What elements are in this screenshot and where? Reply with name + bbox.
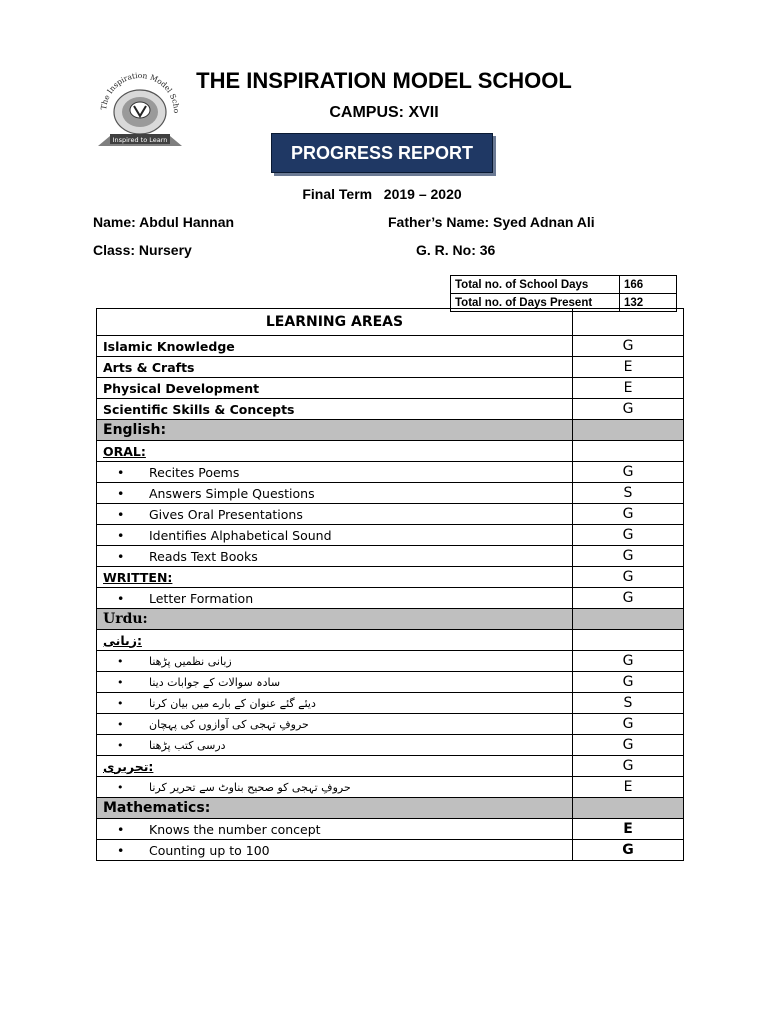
table-row bbox=[97, 588, 684, 609]
grade-cell: G bbox=[573, 399, 684, 420]
area-label: • زبانی نظمیں پڑھنا bbox=[97, 651, 573, 672]
area-label: • Answers Simple Questions bbox=[97, 483, 573, 504]
campus-label: CAMPUS: XVII bbox=[329, 104, 439, 121]
grade-cell bbox=[573, 609, 684, 630]
attendance-label: Total no. of Days Present bbox=[451, 294, 620, 312]
table-row bbox=[97, 546, 684, 567]
grade-cell: G bbox=[573, 525, 684, 546]
area-label: • Gives Oral Presentations bbox=[97, 504, 573, 525]
grade-cell: G bbox=[573, 336, 684, 357]
area-label: Scientific Skills & Concepts bbox=[97, 399, 573, 420]
grade-cell: G bbox=[573, 756, 684, 777]
logo-text-top: The Inspiration Model Scho bbox=[99, 71, 182, 114]
subsection-label: تحریری: bbox=[97, 756, 573, 777]
term-label: Final Term 2019 – 2020 bbox=[302, 186, 462, 202]
grade-cell: S bbox=[573, 693, 684, 714]
student-name: Name: Abdul Hannan bbox=[93, 214, 235, 230]
area-label: Physical Development bbox=[97, 378, 573, 399]
table-row bbox=[97, 840, 684, 861]
table-row bbox=[97, 357, 684, 378]
table-row bbox=[97, 672, 684, 693]
table-row bbox=[97, 483, 684, 504]
attendance-table bbox=[450, 275, 677, 312]
area-label: • Identifies Alphabetical Sound bbox=[97, 525, 573, 546]
grade-cell: E bbox=[573, 357, 684, 378]
report-title: PROGRESS REPORT bbox=[290, 142, 474, 163]
section-label: Urdu: bbox=[97, 609, 573, 630]
subsection-label: زبانی: bbox=[97, 630, 573, 651]
area-label: • حروفِ تہجی کی آوازوں کی پہچان bbox=[97, 714, 573, 735]
table-row bbox=[97, 693, 684, 714]
area-label: • Counting up to 100 bbox=[97, 840, 573, 861]
grade-cell: G bbox=[573, 504, 684, 525]
subsection-label: ORAL: bbox=[97, 441, 573, 462]
table-row bbox=[97, 735, 684, 756]
area-label: • Reads Text Books bbox=[97, 546, 573, 567]
subsection-label: WRITTEN: bbox=[97, 567, 573, 588]
grade-cell bbox=[573, 798, 684, 819]
attendance-value: 132 bbox=[620, 294, 677, 312]
grade-cell: G bbox=[573, 735, 684, 756]
grade-cell: E bbox=[573, 777, 684, 798]
section-label: English: bbox=[97, 420, 573, 441]
logo-tagline: Inspired to Learn bbox=[112, 136, 168, 144]
grade-cell: G bbox=[573, 567, 684, 588]
grade-header bbox=[573, 309, 684, 336]
attendance-label: Total no. of School Days bbox=[451, 276, 620, 294]
grade-cell: G bbox=[573, 672, 684, 693]
table-header-row bbox=[97, 309, 684, 336]
grade-cell: G bbox=[573, 462, 684, 483]
school-name: THE INSPIRATION MODEL SCHOOL bbox=[196, 68, 572, 93]
area-label: Islamic Knowledge bbox=[97, 336, 573, 357]
table-row bbox=[97, 819, 684, 840]
table-row bbox=[97, 777, 684, 798]
grade-cell: G bbox=[573, 546, 684, 567]
grade-cell: G bbox=[573, 840, 684, 861]
attendance-value: 166 bbox=[620, 276, 677, 294]
area-label: • Knows the number concept bbox=[97, 819, 573, 840]
subsection-row-written bbox=[97, 567, 684, 588]
subsection-row-written-urdu bbox=[97, 756, 684, 777]
table-row bbox=[97, 714, 684, 735]
father-name: Father’s Name: Syed Adnan Ali bbox=[388, 214, 595, 230]
grade-cell: G bbox=[573, 651, 684, 672]
table-row bbox=[97, 462, 684, 483]
grade-cell bbox=[573, 441, 684, 462]
table-row bbox=[97, 504, 684, 525]
grade-cell: G bbox=[573, 588, 684, 609]
area-label: • Letter Formation bbox=[97, 588, 573, 609]
area-label: Arts & Crafts bbox=[97, 357, 573, 378]
student-class: Class: Nursery bbox=[93, 242, 192, 258]
grade-cell: S bbox=[573, 483, 684, 504]
area-label: • حروفِ تہجی کو صحیح بناوٹ سے تحریر کرنا bbox=[97, 777, 573, 798]
attendance-row bbox=[451, 276, 677, 294]
gr-number: G. R. No: 36 bbox=[416, 242, 496, 258]
section-row-urdu bbox=[97, 609, 684, 630]
area-label: • سادہ سوالات کے جوابات دینا bbox=[97, 672, 573, 693]
grade-cell: G bbox=[573, 714, 684, 735]
learning-areas-header: LEARNING AREAS bbox=[97, 309, 573, 336]
grade-cell bbox=[573, 630, 684, 651]
report-title-banner bbox=[271, 133, 493, 173]
section-label: Mathematics: bbox=[97, 798, 573, 819]
learning-areas-table bbox=[96, 308, 684, 861]
grade-cell: E bbox=[573, 819, 684, 840]
table-row bbox=[97, 651, 684, 672]
table-row bbox=[97, 399, 684, 420]
section-row-mathematics bbox=[97, 798, 684, 819]
section-row-english bbox=[97, 420, 684, 441]
table-row bbox=[97, 525, 684, 546]
table-row bbox=[97, 336, 684, 357]
table-row bbox=[97, 378, 684, 399]
grade-cell bbox=[573, 420, 684, 441]
subsection-row-oral-urdu bbox=[97, 630, 684, 651]
area-label: • درسی کتب پڑھنا bbox=[97, 735, 573, 756]
area-label: • دیئے گئے عنوان کے بارے میں بیان کرنا bbox=[97, 693, 573, 714]
grade-cell: E bbox=[573, 378, 684, 399]
area-label: • Recites Poems bbox=[97, 462, 573, 483]
subsection-row-oral bbox=[97, 441, 684, 462]
